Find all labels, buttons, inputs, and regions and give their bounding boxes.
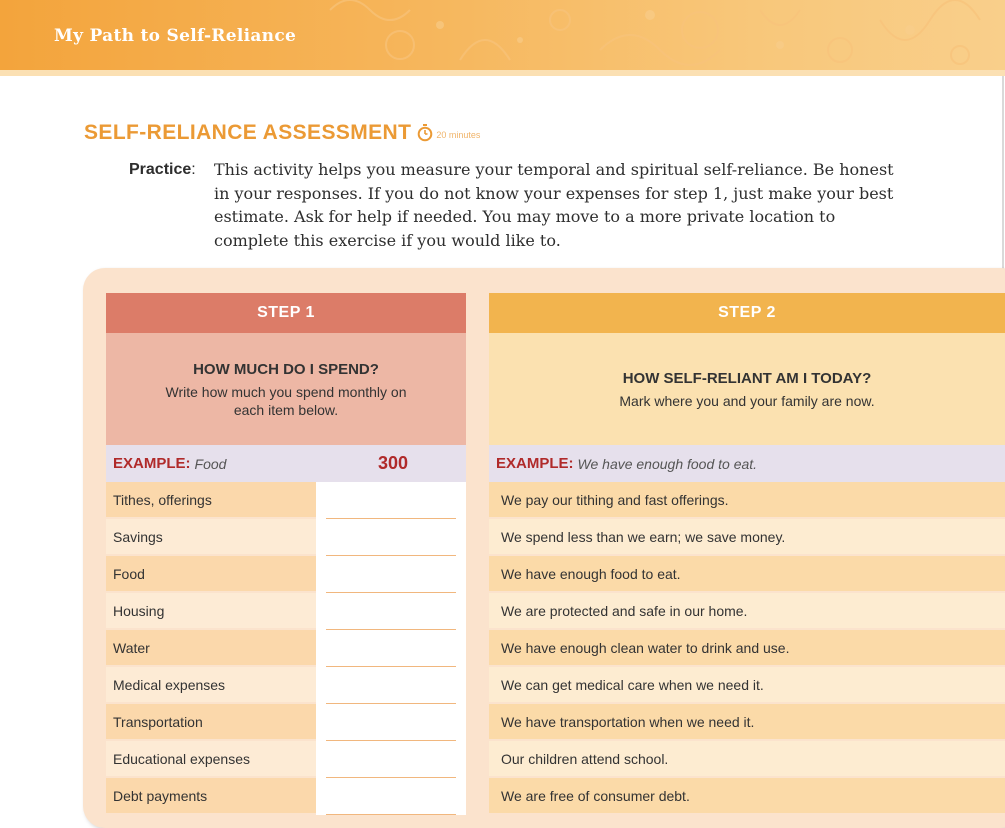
statement-label: We have enough clean water to drink and use. (501, 639, 790, 656)
step1-description (106, 333, 466, 445)
step1-items-list (106, 482, 316, 815)
step2-header: STEP 2 (489, 293, 1005, 333)
step1-amount-column (316, 482, 466, 815)
write-line (326, 814, 456, 815)
expense-label: Savings (113, 528, 163, 545)
amount-field[interactable] (316, 593, 466, 630)
list-item (106, 556, 316, 591)
list-item (106, 741, 316, 776)
expense-label: Educational expenses (113, 750, 250, 767)
expense-label: Housing (113, 602, 165, 619)
step1-example-item: Food (194, 455, 227, 472)
list-item (106, 482, 316, 517)
expense-label: Water (113, 639, 150, 656)
statement-label: Our children attend school. (501, 750, 669, 767)
timer-label: 20 minutes (436, 130, 481, 140)
statement-label: We spend less than we earn; we save money. (501, 528, 786, 545)
list-item (489, 593, 1005, 628)
step2-example-label: EXAMPLE: (496, 455, 574, 472)
expense-label: Debt payments (113, 787, 208, 804)
amount-field[interactable] (316, 741, 466, 778)
list-item (106, 667, 316, 702)
list-item (106, 778, 316, 813)
practice-label-text: Practice (129, 161, 192, 178)
step2-subtitle: Mark where you and your family are now. (619, 393, 875, 409)
practice-label: Practice: (129, 161, 196, 178)
step2-description (489, 333, 1005, 445)
amount-field[interactable] (316, 519, 466, 556)
step1-example-label: EXAMPLE: (113, 455, 191, 472)
section-title-text: SELF-RELIANCE ASSESSMENT (84, 121, 412, 144)
amount-field[interactable] (316, 556, 466, 593)
list-item (106, 593, 316, 628)
statement-label: We are protected and safe in our home. (501, 602, 748, 619)
expense-label: Tithes, offerings (113, 491, 212, 508)
list-item (106, 704, 316, 739)
amount-field[interactable] (316, 667, 466, 704)
list-item (489, 556, 1005, 591)
header-title: My Path to Self-Reliance (54, 26, 297, 46)
statement-label: We have transportation when we need it. (501, 713, 755, 730)
step2-statements-list (489, 482, 1005, 815)
amount-field[interactable] (316, 482, 466, 519)
list-item (489, 778, 1005, 813)
list-item (106, 630, 316, 665)
header-banner (0, 0, 1005, 70)
step2-question: HOW SELF-RELIANT AM I TODAY? (622, 370, 872, 387)
statement-label: We have enough food to eat. (501, 565, 681, 582)
list-item (489, 519, 1005, 554)
list-item (489, 482, 1005, 517)
step1-question: HOW MUCH DO I SPEND? (193, 361, 379, 378)
statement-label: We pay our tithing and fast offerings. (501, 491, 729, 508)
practice-block (129, 158, 919, 252)
amount-field[interactable] (316, 778, 466, 815)
list-item (489, 741, 1005, 776)
step1-example-value-cell (316, 445, 466, 482)
list-item (489, 667, 1005, 702)
list-item (106, 519, 316, 554)
statement-label: We can get medical care when we need it. (501, 676, 764, 693)
step1-example (106, 445, 316, 482)
statement-label: We are free of consumer debt. (501, 787, 690, 804)
practice-text: This activity helps you measure your temporal and spiritual self-reliance. Be honest in your responses. If you do not know your expenses for step 1, just make your best estimate. Ask for help if needed. You may move to a more private location to complete this exercise if you would like to. (214, 160, 894, 250)
step1-subtitle: Write how much you spend monthly on each item below. (165, 384, 407, 418)
banner-strip (0, 70, 1005, 76)
amount-field[interactable] (316, 630, 466, 667)
list-item (489, 630, 1005, 665)
expense-label: Medical expenses (113, 676, 226, 693)
section-title (84, 121, 480, 145)
expense-label: Food (113, 565, 145, 582)
step2-example-text: We have enough food to eat. (577, 455, 758, 472)
step1-header: STEP 1 (106, 293, 466, 333)
step2-example (489, 445, 1005, 482)
stopwatch-icon (417, 124, 433, 142)
list-item (489, 704, 1005, 739)
expense-label: Transportation (113, 713, 203, 730)
step1-example-value: 300 (377, 453, 409, 473)
amount-field[interactable] (316, 704, 466, 741)
